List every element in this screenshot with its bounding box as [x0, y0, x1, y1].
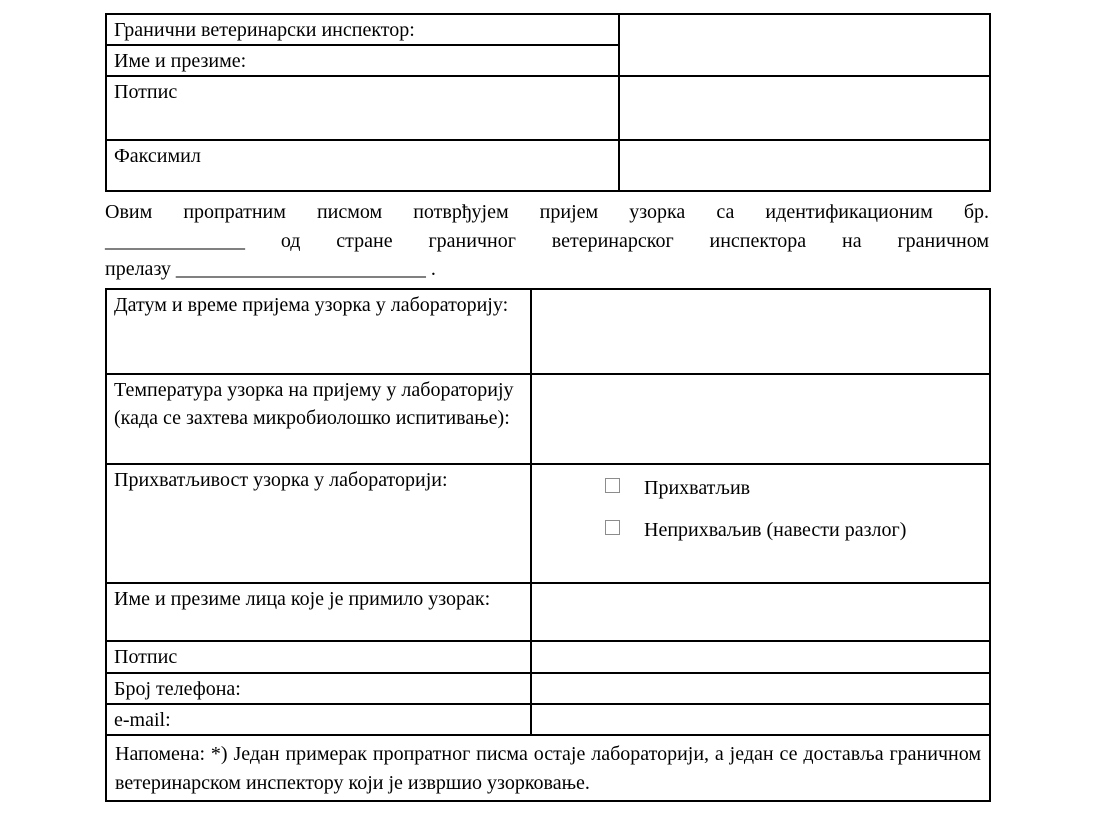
receiver-signature-label-cell: Потпис — [106, 641, 531, 673]
receiver-name-label-cell: Име и презиме лица које је примило узорак: — [106, 583, 531, 641]
acceptability-options-cell — [531, 464, 990, 583]
table-row — [106, 735, 990, 801]
table-row — [106, 289, 990, 374]
paragraph-line: ______________ од стране граничног ветеринарског инспектора на граничном — [105, 229, 989, 252]
paragraph-line: прелазу _________________________ . — [105, 258, 436, 280]
option-not-acceptable — [605, 516, 989, 544]
signature-label-cell: Потпис — [106, 76, 619, 140]
email-value-cell — [531, 704, 990, 735]
receiver-name-value-cell — [531, 583, 990, 641]
email-label-cell: e-mail: — [106, 704, 531, 735]
acceptability-options — [532, 465, 989, 544]
temperature-label-cell: Температура узорка на пријему у лабораторију (када се захтева микробиолошко испитивање): — [106, 374, 531, 464]
table-row — [106, 14, 990, 45]
acceptable-checkbox[interactable] — [605, 478, 620, 493]
note-cell: Напомена: *) Један примерак пропратног писма остаје лабораторији, а један се доставља граничном ветеринарском инспектору који је извршио узорковање. — [106, 735, 990, 801]
table-row — [106, 641, 990, 673]
option-acceptable — [605, 474, 989, 502]
table-row — [106, 374, 990, 464]
confirmation-paragraph — [105, 198, 989, 284]
inspector-table — [105, 13, 991, 192]
table-row — [106, 704, 990, 735]
not-acceptable-checkbox[interactable] — [605, 520, 620, 535]
acceptable-label: Прихватљив — [644, 476, 751, 499]
temperature-value-cell — [531, 374, 990, 464]
date-time-label-cell: Датум и време пријема узорка у лабораторију: — [106, 289, 531, 374]
table-row — [106, 464, 990, 583]
laboratory-table — [105, 288, 991, 802]
table-row — [106, 673, 990, 704]
date-time-value-cell — [531, 289, 990, 374]
not-acceptable-label: Неприхваљив (навести разлог) — [644, 518, 907, 541]
paragraph-line: Овим пропратним писмом потврђујем пријем узорка са идентификационим бр. — [105, 201, 989, 223]
name-surname-label-cell: Име и презиме: — [106, 45, 619, 76]
receiver-signature-value-cell — [531, 641, 990, 673]
acceptability-label-cell: Прихватљивост узорка у лабораторији: — [106, 464, 531, 583]
facsimile-label-cell: Факсимил — [106, 140, 619, 191]
table-row — [106, 583, 990, 641]
inspector-value-cell — [619, 14, 990, 76]
phone-label-cell: Број телефона: — [106, 673, 531, 704]
facsimile-value-cell — [619, 140, 990, 191]
document-content — [105, 13, 989, 802]
table-row — [106, 140, 990, 191]
signature-value-cell — [619, 76, 990, 140]
phone-value-cell — [531, 673, 990, 704]
table-row — [106, 76, 990, 140]
inspector-label-cell: Гранични ветеринарски инспектор: — [106, 14, 619, 45]
